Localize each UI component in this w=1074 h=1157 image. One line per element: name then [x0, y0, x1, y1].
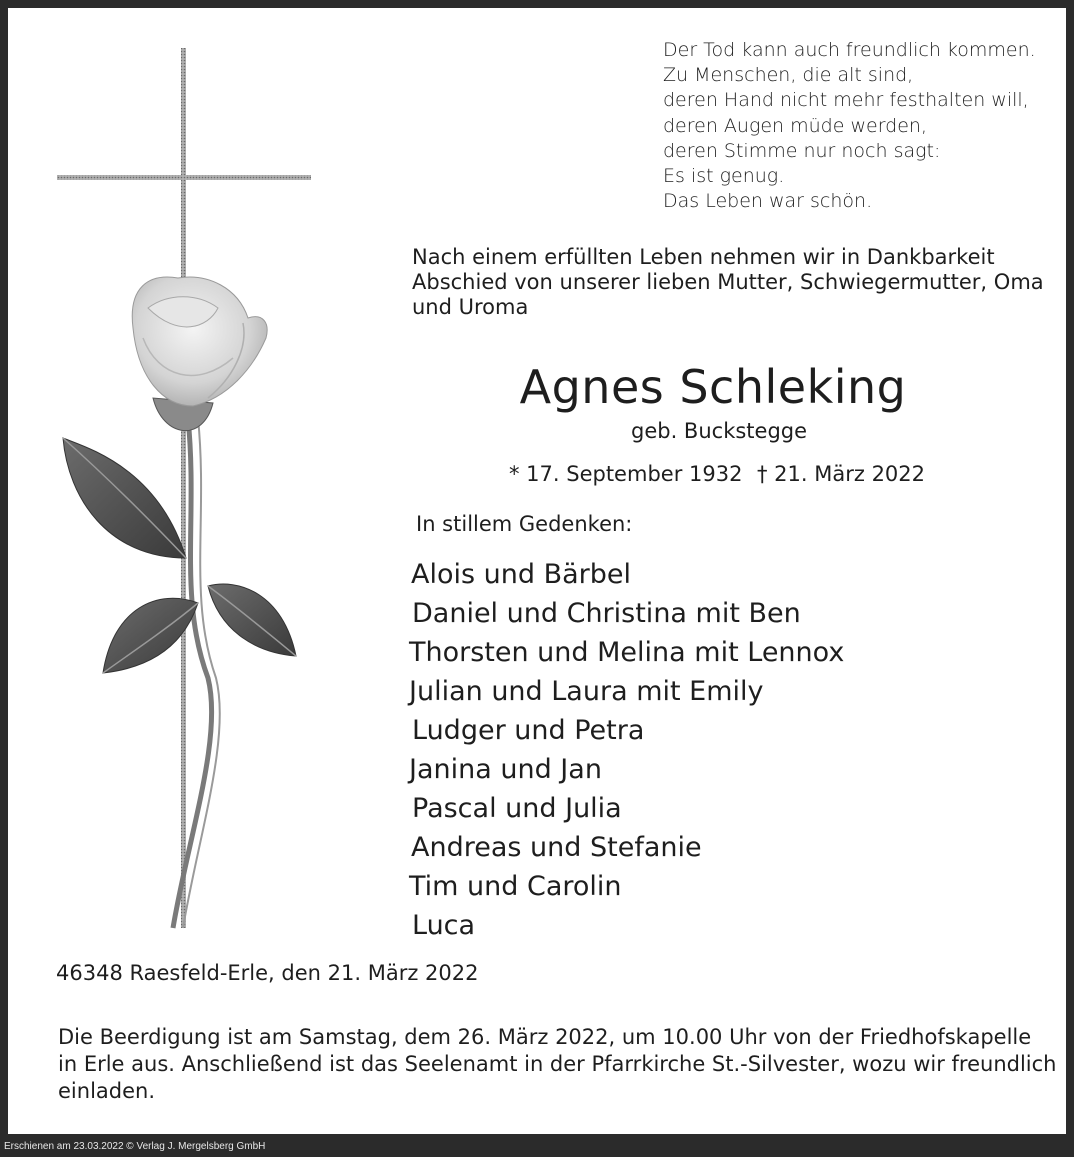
family-list — [409, 555, 844, 945]
intro-text — [412, 245, 1044, 320]
poem-line: Zu Menschen, die alt sind, — [663, 64, 914, 87]
family-member: Pascal und Julia — [412, 793, 622, 824]
family-member: Julian und Laura mit Emily — [409, 676, 764, 707]
family-member: Luca — [412, 910, 476, 941]
poem-line: deren Hand nicht mehr festhalten will, — [663, 89, 1029, 112]
place-and-date: 46348 Raesfeld-Erle, den 21. März 2022 — [56, 961, 479, 985]
poem — [663, 38, 1036, 214]
family-member: Andreas und Stefanie — [411, 832, 702, 863]
funeral-line: Die Beerdigung ist am Samstag, dem 26. März 2022, um 10.00 Uhr von der Friedhofskapelle — [58, 1025, 1032, 1049]
family-member: Thorsten und Melina mit Lennox — [409, 637, 845, 668]
memory-label: In stillem Gedenken: — [416, 512, 633, 536]
poem-line: deren Stimme nur noch sagt: — [663, 139, 941, 162]
family-member: Daniel und Christina mit Ben — [412, 598, 801, 629]
intro-line: Nach einem erfüllten Leben nehmen wir in Dankbarkeit — [412, 245, 995, 269]
cross-and-rose-illustration — [48, 38, 318, 938]
rose-stem-icon — [173, 418, 212, 928]
poem-line: Der Tod kann auch freundlich kommen. — [663, 39, 1036, 61]
poem-line: deren Augen müde werden, — [663, 114, 928, 137]
maiden-name: geb. Buckstegge — [631, 419, 808, 443]
funeral-line: einladen. — [58, 1079, 156, 1103]
death-date: † 21. März 2022 — [757, 462, 926, 486]
poem-line: Das Leben war schön. — [663, 190, 873, 213]
leaf-left-icon — [63, 438, 186, 558]
family-member: Ludger und Petra — [412, 715, 645, 746]
funeral-notice — [58, 1024, 1057, 1105]
intro-line: Abschied von unserer lieben Mutter, Schwiegermutter, Oma — [412, 270, 1044, 294]
funeral-line: in Erle aus. Anschließend ist das Seelenamt in der Pfarrkirche St.-Silvester, wozu wir freundlich — [58, 1052, 1057, 1076]
publication-footer: Erschienen am 23.03.2022 © Verlag J. Mergelsberg GmbH — [4, 1141, 266, 1152]
family-member: Tim und Carolin — [409, 871, 622, 902]
deceased-name: Agnes Schleking — [519, 360, 907, 414]
birth-date: * 17. September 1932 — [509, 462, 743, 486]
intro-line: und Uroma — [412, 295, 529, 319]
family-member: Alois und Bärbel — [411, 559, 632, 590]
obituary-card — [8, 8, 1066, 1134]
poem-line: Es ist genug. — [663, 165, 785, 188]
family-member: Janina und Jan — [409, 754, 602, 785]
